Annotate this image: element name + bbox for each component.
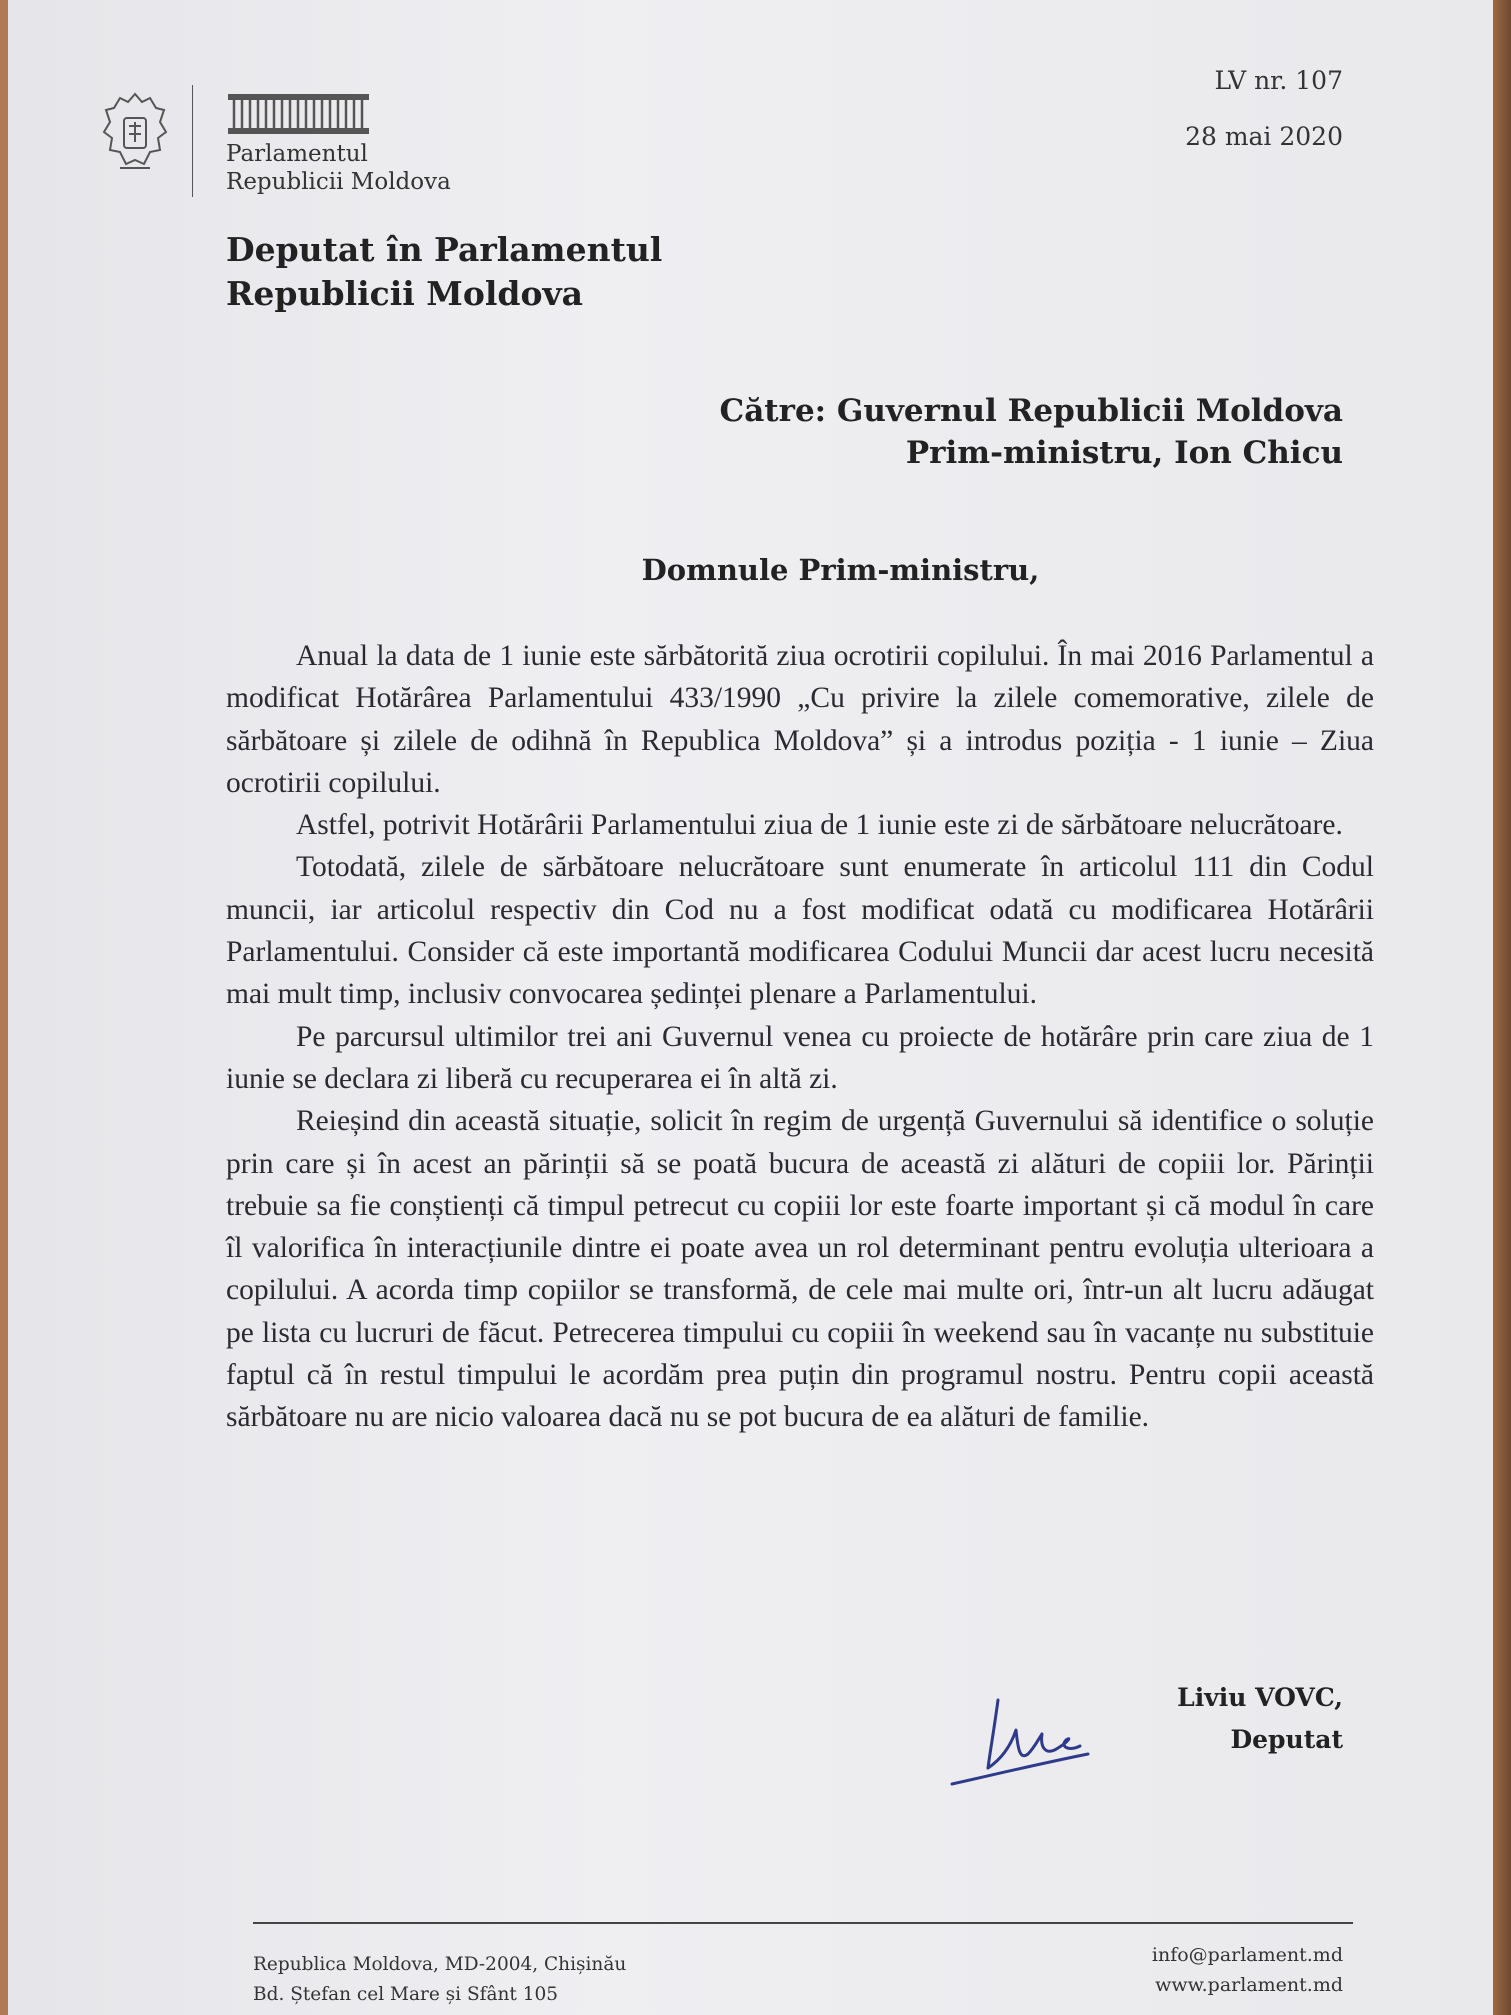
letter-page [8,0,1493,2015]
footer-address [253,1950,626,2010]
org-line-2: Republicii Moldova [226,169,451,195]
sender-heading [226,228,662,316]
addressee-line-2: Prim-ministru, Ion Chicu [905,435,1343,471]
paragraph-3: Totodată, zilele de sărbătoare nelucrătoare sunt enumerate în articolul 111 din Codul muncii, iar articolul respectiv din Cod nu a fost modificat odată cu modificarea Hotărârii Parlamentului. Consider că este importantă modificarea Codului Muncii dar acest lucru necesită mai mult timp, inclusiv convocarea ședinței plenare a Parlamentului. [226,851,1374,1011]
address-line-2: Bd. Ștefan cel Mare și Sfânt 105 [253,1984,559,2005]
footer-contacts [1152,1940,1343,2000]
addressee-line-1: Către: Guvernul Republicii Moldova [719,393,1343,429]
signatory-title: Deputat [1230,1725,1343,1754]
coat-of-arms-icon [100,88,170,180]
paragraph-4: Pe parcursul ultimilor trei ani Guvernul venea cu proiecte de hotărâre prin care ziua de 1 iunie se declara zi liberă cu recuperarea ei în altă zi. [226,1020,1374,1095]
paragraph-2: Astfel, potrivit Hotărârii Parlamentului ziua de 1 iunie este zi de sărbătoare nelucrătoare. [296,809,1343,842]
organization-name [226,140,451,196]
address-line-1: Republica Moldova, MD-2004, Chișinău [253,1954,627,1975]
table-surface [1493,0,1511,2015]
paragraph-5: Reieșind din această situație, solicit în regim de urgență Guvernului să identifice o soluție prin care și în acest an părinții să se poată bucura de această zi alături de copiii lor. Părinții trebuie sa fie conștienți că timpul petrecut cu copiii lor este foarte important și că modul în care îl valorifica în interacțiunile dintre ei poate avea un rol determinant pentru evoluția ulterioara a copilului. A acorda timp copiilor se transformă, de cele mai multe ori, într-un alt lucru adăugat pe lista cu lucruri de făcut. Petrecerea timpului cu copiii în weekend sau în vacanțe nu substituie faptul că în restul timpului le acordăm prea puțin din programul nostru. Pentru copii această sărbătoare nu are nicio valoarea dacă nu se pot bucura de ea alături de familie. [226,1105,1374,1434]
addressee-block [720,390,1343,474]
signatory-block [1177,1677,1343,1761]
sender-line-2: Republicii Moldova [226,274,584,313]
parliament-building-icon [226,86,371,136]
org-line-1: Parlamentul [226,141,368,167]
footer-email: info@parlament.md [1151,1944,1343,1966]
signatory-name: Liviu VOVC, [1177,1683,1343,1712]
header-divider [192,85,193,197]
footer-website: www.parlament.md [1155,1974,1343,1996]
sender-line-1: Deputat în Parlamentul [226,230,663,269]
paragraph-1: Anual la data de 1 iunie este sărbătorită ziua ocrotirii copilului. În mai 2016 Parlamentul a modificat Hotărârea Parlamentului 433/1990 „Cu privire la zilele comemorative, zilele de sărbătoare și zilele de odihnă în Republica Moldova” și a introdus poziția - 1 iunie – Ziua ocrotirii copilului. [226,640,1374,799]
salutation: Domnule Prim-ministru, [641,553,1040,587]
letter-date: 28 mai 2020 [1185,122,1343,151]
letter-body [226,635,1374,1439]
footer-divider [253,1922,1353,1924]
reference-number: LV nr. 107 [1214,66,1343,95]
handwritten-signature [948,1690,1118,1790]
